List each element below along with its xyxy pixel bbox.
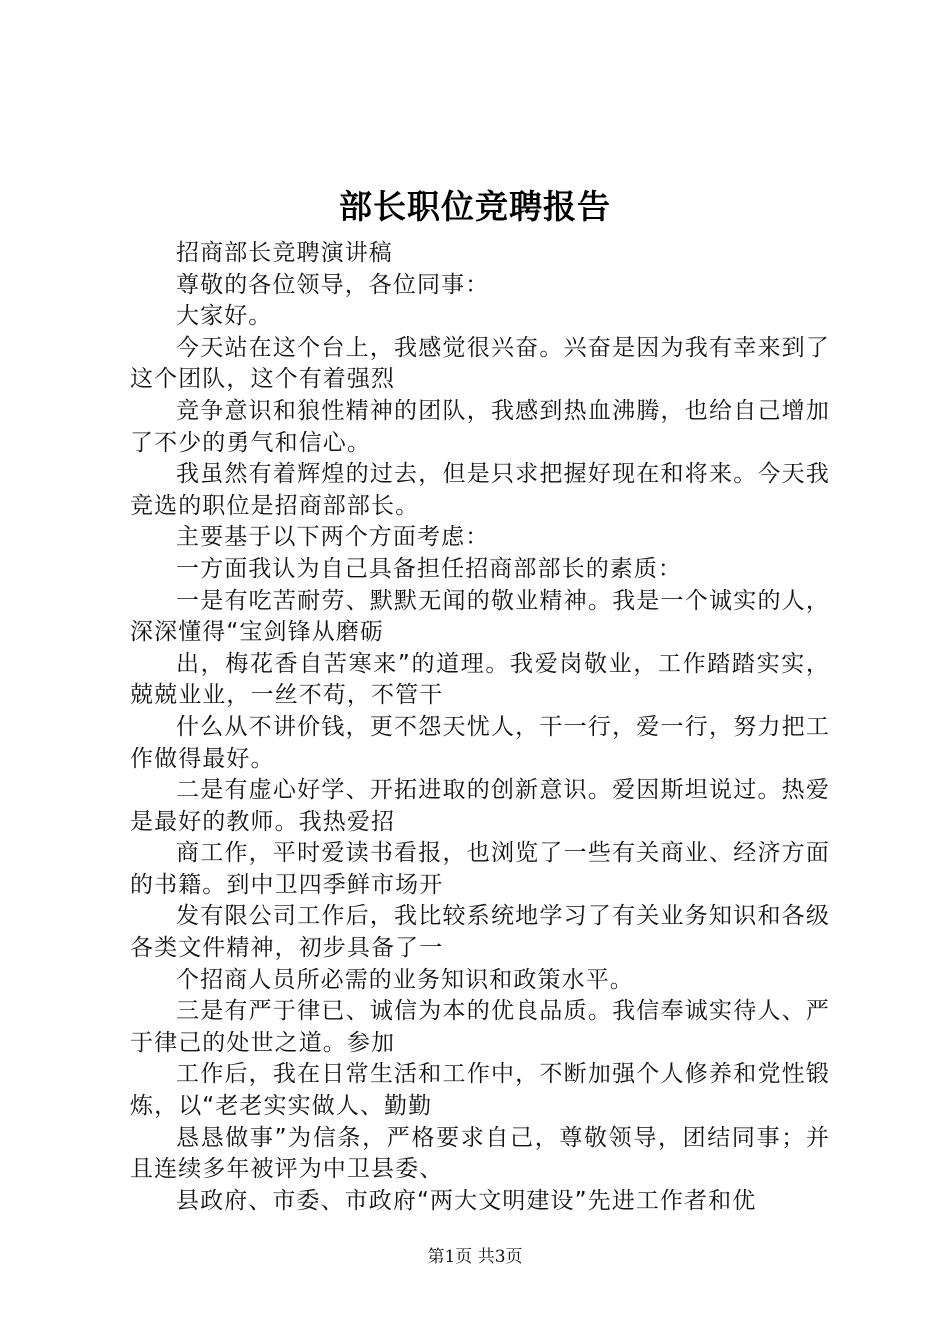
paragraph: 大家好。: [176, 303, 273, 330]
paragraph: 什么从不讲价钱，更不怨天忧人，干一行，爱一行，努力把工作做得最好。: [130, 713, 830, 772]
paragraph: 竞争意识和狼性精神的团队，我感到热血沸腾，也给自己增加了不少的勇气和信心。: [130, 397, 830, 456]
paragraph: 尊敬的各位领导，各位同事：: [176, 271, 490, 298]
paragraph: 个招商人员所必需的业务知识和政策水平。: [176, 966, 634, 993]
paragraph: 三是有严于律已、诚信为本的优良品质。我信奉诚实待人、严于律己的处世之道。参加: [130, 998, 830, 1056]
paragraph: 县政府、市委、市政府“两大文明建设”先进工作者和优: [176, 1187, 757, 1214]
paragraph: 二是有虚心好学、开拓进取的创新意识。爱因斯坦说过。热爱是最好的教师。我热爱招: [130, 777, 830, 835]
paragraph: 发有限公司工作后，我比较系统地学习了有关业务知识和各级各类文件精神，初步具备了一: [130, 903, 830, 962]
paragraph: 我虽然有着辉煌的过去，但是只求把握好现在和将来。今天我竞选的职位是招商部部长。: [130, 461, 830, 519]
paragraph: 主要基于以下两个方面考虑：: [176, 524, 490, 551]
paragraph: 一方面我认为自己具备担任招商部部长的素质：: [176, 555, 683, 582]
document-title: 部长职位竞聘报告: [339, 187, 611, 226]
paragraph: 出，梅花香自苦寒来”的道理。我爱岗敬业，工作踏踏实实，兢兢业业，一丝不苟，不管干: [130, 650, 830, 709]
paragraph: 一是有吃苦耐劳、默默无闻的敬业精神。我是一个诚实的人，深深懂得“宝剑锋从磨砺: [130, 587, 830, 646]
paragraph: 今天站在这个台上，我感觉很兴奋。兴奋是因为我有幸来到了这个团队，这个有着强烈: [130, 334, 830, 393]
paragraph: 恳恳做事”为信条，严格要求自己，尊敬领导，团结同事；并且连续多年被评为中卫县委、: [130, 1124, 830, 1183]
paragraph: 商工作，平时爱读书看报，也浏览了一些有关商业、经济方面的书籍。到中卫四季鲜市场开: [130, 840, 830, 898]
paragraph: 招商部长竞聘演讲稿: [176, 240, 393, 266]
document-body: [130, 238, 830, 1217]
paragraph: 工作后，我在日常生活和工作中，不断加强个人修养和党性锻炼，以“老老实实做人、勤勤: [130, 1061, 830, 1120]
page-number-footer: 第1页 共3页: [427, 1247, 523, 1267]
